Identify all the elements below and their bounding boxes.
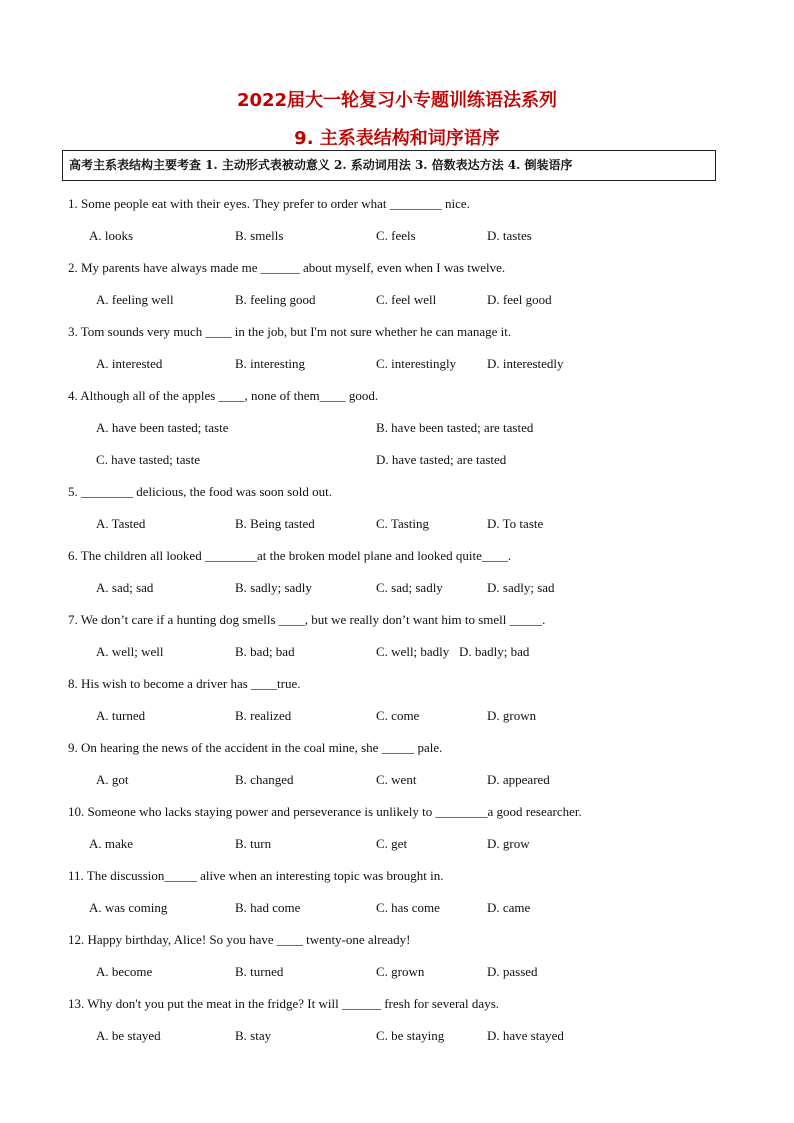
answer-option: D. grown: [487, 708, 537, 723]
answer-option: B. smells: [235, 228, 284, 243]
answer-option: B. have been tasted; are tasted: [376, 420, 534, 435]
answer-option: A. looks: [89, 228, 134, 243]
answer-option: C. has come: [376, 900, 440, 915]
answer-option: B. turned: [235, 964, 284, 979]
answer-option: D. badly; bad: [459, 644, 530, 659]
question-stem: 2. My parents have always made me ______ about myself, even when I was twelve.: [68, 260, 506, 275]
question-stem: 3. Tom sounds very much ____ in the job, but I'm not sure whether he can manage it.: [68, 324, 512, 339]
answer-option: C. have tasted; taste: [96, 452, 200, 467]
answer-option: D. appeared: [487, 772, 550, 787]
answer-option: D. grow: [487, 836, 530, 851]
answer-option: D. sadly; sad: [487, 580, 555, 595]
answer-option: C. Tasting: [376, 516, 430, 531]
answer-option: C. feels: [376, 228, 416, 243]
question-stem: 7. We don’t care if a hunting dog smells ____, but we really don’t want him to smell _____.: [68, 612, 546, 627]
answer-option: B. Being tasted: [235, 516, 315, 531]
answer-option: D. have stayed: [487, 1028, 564, 1043]
answer-option: A. be stayed: [96, 1028, 161, 1043]
answer-option: C. interestingly: [376, 356, 457, 371]
answer-option: D. feel good: [487, 292, 552, 307]
question-stem: 11. The discussion_____ alive when an interesting topic was brought in.: [68, 868, 444, 883]
answer-option: D. passed: [487, 964, 538, 979]
answer-option: A. sad; sad: [96, 580, 154, 595]
answer-option: A. interested: [96, 356, 163, 371]
question-stem: 1. Some people eat with their eyes. They prefer to order what ________ nice.: [68, 196, 470, 211]
answer-option: B. sadly; sadly: [235, 580, 312, 595]
answer-option: C. feel well: [376, 292, 437, 307]
answer-option: A. was coming: [89, 900, 168, 915]
question-stem: 4. Although all of the apples ____, none of them____ good.: [68, 388, 379, 403]
answer-option: C. come: [376, 708, 420, 723]
answer-option: D. have tasted; are tasted: [376, 452, 507, 467]
question-stem: 10. Someone who lacks staying power and perseverance is unlikely to ________a good researcher.: [68, 804, 582, 819]
document-subtitle: 9. 主系表结构和词序语序: [294, 128, 500, 149]
question-stem: 5. ________ delicious, the food was soon sold out.: [68, 484, 332, 499]
answer-option: B. stay: [235, 1028, 272, 1043]
answer-option: D. tastes: [487, 228, 532, 243]
answer-option: C. grown: [376, 964, 425, 979]
intro-box: 高考主系表结构主要考查 1. 主动形式表被动意义 2. 系动词用法 3. 倍数表达方法 4. 倒装语序: [62, 150, 716, 181]
question-stem: 12. Happy birthday, Alice! So you have ____ twenty-one already!: [68, 932, 411, 947]
answer-option: C. sad; sadly: [376, 580, 443, 595]
answer-option: D. interestedly: [487, 356, 564, 371]
answer-option: B. had come: [235, 900, 301, 915]
answer-option: A. make: [89, 836, 134, 851]
answer-option: B. bad; bad: [235, 644, 295, 659]
question-stem: 13. Why don't you put the meat in the fridge? It will ______ fresh for several days.: [68, 996, 499, 1011]
answer-option: A. have been tasted; taste: [96, 420, 229, 435]
answer-option: B. feeling good: [235, 292, 316, 307]
answer-option: C. went: [376, 772, 417, 787]
question-stem: 8. His wish to become a driver has ____true.: [68, 676, 301, 691]
answer-option: B. changed: [235, 772, 294, 787]
answer-option: B. interesting: [235, 356, 306, 371]
answer-option: A. well; well: [96, 644, 164, 659]
answer-option: A. become: [96, 964, 153, 979]
answer-option: A. feeling well: [96, 292, 174, 307]
answer-option: A. got: [96, 772, 129, 787]
answer-option: C. be staying: [376, 1028, 445, 1043]
answer-option: B. turn: [235, 836, 272, 851]
answer-option: D. came: [487, 900, 531, 915]
answer-option: D. To taste: [487, 516, 544, 531]
answer-option: C. get: [376, 836, 408, 851]
answer-option: A. turned: [96, 708, 146, 723]
document-title: 2022届大一轮复习小专题训练语法系列: [236, 90, 558, 111]
answer-option: C. well; badly: [376, 644, 450, 659]
answer-option: A. Tasted: [96, 516, 146, 531]
question-stem: 6. The children all looked ________at the broken model plane and looked quite____.: [68, 548, 512, 563]
question-stem: 9. On hearing the news of the accident in the coal mine, she _____ pale.: [68, 740, 443, 755]
answer-option: B. realized: [235, 708, 292, 723]
